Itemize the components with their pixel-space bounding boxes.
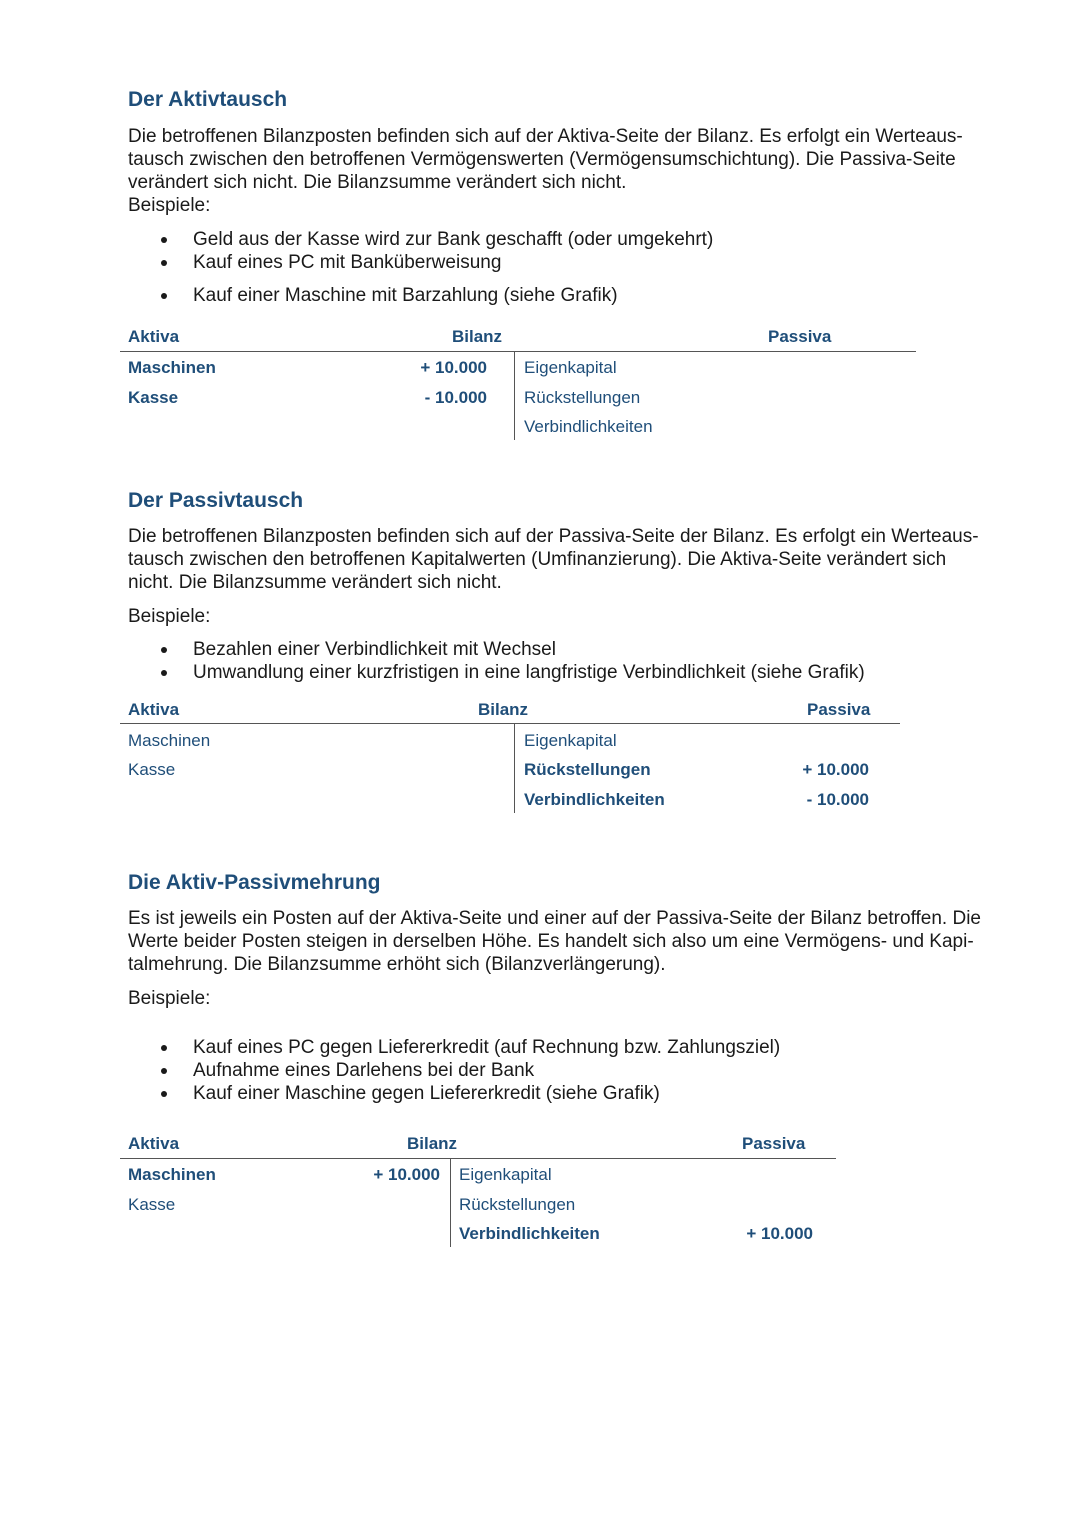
paragraph-line: tausch zwischen den betroffenen Vermögenswerten (Vermögensumschichtung). Die Passiva-Seite: [128, 149, 956, 170]
aktiva-value: + 10.000: [420, 358, 487, 377]
list-item: Kauf einer Maschine mit Barzahlung (siehe Grafik): [128, 284, 713, 307]
passiva-item: Rückstellungen: [524, 760, 651, 779]
examples-list: [128, 638, 865, 684]
bilanz-header: Bilanz: [478, 700, 529, 719]
passiva-item: Rückstellungen: [524, 388, 641, 407]
list-item: Kauf einer Maschine gegen Liefererkredit (siehe Grafik): [128, 1082, 780, 1105]
aktiva-item: Maschinen: [128, 358, 216, 377]
list-item: Kauf eines PC gegen Liefererkredit (auf Rechnung bzw. Zahlungsziel): [128, 1036, 780, 1059]
passiva-header: Passiva: [742, 1134, 806, 1153]
section-title: Der Aktivtausch: [128, 88, 288, 111]
aktiva-value: - 10.000: [424, 388, 487, 407]
paragraph-line: tausch zwischen den betroffenen Kapitalwerten (Umfinanzierung). Die Aktiva-Seite verändert sich: [128, 549, 947, 570]
passiva-item: Eigenkapital: [459, 1165, 552, 1184]
table-divider: [120, 723, 900, 724]
section-paragraph: [128, 907, 981, 976]
bilanz-header: Bilanz: [407, 1134, 458, 1153]
aktiva-header: Aktiva: [128, 700, 180, 719]
paragraph-line: Werte beider Posten steigen in derselben Höhe. Es handelt sich also um eine Vermögens- und Kapi-: [128, 931, 974, 952]
paragraph-line: Die betroffenen Bilanzposten befinden sich auf der Aktiva-Seite der Bilanz. Es erfolgt ein Werteaus-: [128, 126, 963, 147]
passiva-value: - 10.000: [806, 790, 869, 809]
list-item: Aufnahme eines Darlehens bei der Bank: [128, 1059, 780, 1082]
paragraph-line: talmehrung. Die Bilanzsumme erhöht sich (Bilanzverlängerung).: [128, 954, 666, 975]
passiva-header: Passiva: [768, 327, 832, 346]
aktiva-item: Kasse: [128, 760, 176, 779]
paragraph-line: nicht. Die Bilanzsumme verändert sich nicht.: [128, 572, 502, 593]
bilanz-header: Bilanz: [452, 327, 503, 346]
aktiva-header: Aktiva: [128, 327, 180, 346]
passiva-item: Eigenkapital: [524, 358, 617, 377]
paragraph-line: Es ist jeweils ein Posten auf der Aktiva-Seite und einer auf der Passiva-Seite der Bilanz betroffen. Die: [128, 908, 981, 929]
passiva-header: Passiva: [807, 700, 871, 719]
table-divider: [120, 351, 916, 352]
passiva-item: Verbindlichkeiten: [459, 1224, 600, 1243]
paragraph-line: Die betroffenen Bilanzposten befinden sich auf der Passiva-Seite der Bilanz. Es erfolgt ein Werteaus-: [128, 526, 979, 547]
examples-list: [128, 228, 713, 307]
passiva-item: Rückstellungen: [459, 1195, 576, 1214]
aktiva-item: Kasse: [128, 388, 179, 407]
aktiva-item: Kasse: [128, 1195, 176, 1214]
section-title: Der Passivtausch: [128, 489, 304, 512]
passiva-value: + 10.000: [746, 1224, 813, 1243]
passiva-item: Verbindlichkeiten: [524, 417, 653, 436]
passiva-item: Eigenkapital: [524, 731, 617, 750]
section-paragraph: [128, 125, 963, 194]
list-item: Umwandlung einer kurzfristigen in eine langfristige Verbindlichkeit (siehe Grafik): [128, 661, 865, 684]
list-item: Bezahlen einer Verbindlichkeit mit Wechsel: [128, 638, 865, 661]
passiva-item: Verbindlichkeiten: [524, 790, 665, 809]
section-paragraph: [128, 525, 979, 594]
paragraph-line: verändert sich nicht. Die Bilanzsumme verändert sich nicht.: [128, 172, 627, 193]
table-divider: [514, 724, 515, 813]
table-divider: [450, 1159, 451, 1247]
aktiva-item: Maschinen: [128, 1165, 216, 1184]
examples-label: Beispiele:: [128, 606, 211, 627]
section-title: Die Aktiv-Passivmehrung: [128, 871, 381, 894]
examples-label: Beispiele:: [128, 195, 211, 216]
list-item: Geld aus der Kasse wird zur Bank geschafft (oder umgekehrt): [128, 228, 713, 251]
aktiva-item: Maschinen: [128, 731, 211, 750]
list-item: Kauf eines PC mit Banküberweisung: [128, 251, 713, 274]
table-divider: [120, 1158, 836, 1159]
table-divider: [514, 352, 515, 440]
examples-label: Beispiele:: [128, 988, 211, 1009]
aktiva-value: + 10.000: [373, 1165, 440, 1184]
examples-list: [128, 1036, 780, 1105]
aktiva-header: Aktiva: [128, 1134, 180, 1153]
passiva-value: + 10.000: [802, 760, 869, 779]
